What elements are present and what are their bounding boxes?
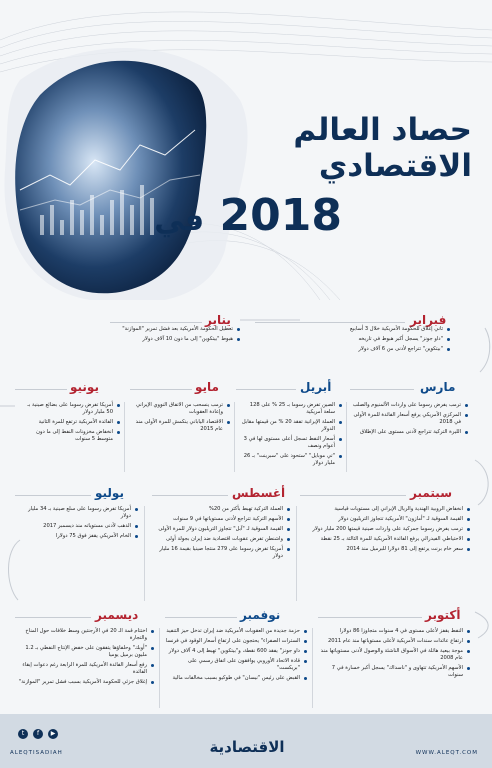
list-item: انخفاض الروبية الهندية والريال الإيراني إلى مستويات قياسية <box>305 506 470 513</box>
list-item: "أوبك" وحلفاؤها يتفقون على خفض الإنتاج النفطي بـ 1.2 مليون برميل يوميا <box>18 645 154 659</box>
list-item: قادة الاتحاد الأوروبي يوافقون على اتفاق رسمي على "بريكست" <box>165 658 307 672</box>
feb-events <box>300 326 450 356</box>
month-aug: أغسطس <box>232 486 286 500</box>
list-item: الاقتصاد الياباني ينكمش للمرة الأولى منذ عام 2015 <box>128 419 230 433</box>
list-item: "بيتكوين" تتراجع لأدنى من 6 آلاف دولار <box>300 346 450 353</box>
subtitle-year: 2018 <box>219 190 342 241</box>
list-item: واشنطن تفرض عقوبات اقتصادية ضد إيران بجولة أولى <box>150 536 290 543</box>
month-line <box>152 495 228 496</box>
list-item: الصين تفرض رسوما بـ 25 % على 128 سلعة أمريكية <box>240 402 342 416</box>
divider <box>296 506 297 601</box>
dec-events <box>18 628 154 689</box>
month-line <box>15 495 91 496</box>
jul-events <box>20 506 138 543</box>
list-item: أمريكا تفرض رسوما على سلع صينية بـ 34 مليار دولار <box>20 506 138 520</box>
list-item: الليرة التركية تتراجع لأدنى مستوى على الإطلاق <box>352 429 468 436</box>
month-line <box>300 495 406 496</box>
month-may: مايو <box>195 380 219 394</box>
month-dec: ديسمبر <box>95 608 139 622</box>
month-sep: سبتمبر <box>410 486 453 500</box>
page-subtitle <box>148 190 342 241</box>
youtube-icon[interactable]: ▶ <box>48 729 58 739</box>
list-item: إغلاق جزئي للحكومة الأمريكية بسبب فشل تمرير "الموازنة" <box>18 679 154 686</box>
list-item: سعر خام برنت يرتفع إلى 81 دولارا للبرميل منذ 2014 <box>305 546 470 553</box>
oct-events <box>318 628 470 682</box>
aug-events <box>150 506 290 563</box>
twitter-icon[interactable]: t <box>18 729 28 739</box>
jun-events <box>20 402 120 446</box>
list-item: أسعار النفط تسجل أعلى مستوى لها في 3 أعوام ونصف <box>240 436 342 450</box>
may-events <box>128 402 230 436</box>
month-line <box>350 389 414 390</box>
month-nov: نوفمبر <box>240 608 281 622</box>
month-apr: أبريل <box>300 380 332 394</box>
list-item: رفع أسعار الفائدة الأمريكية للمرة الرابعة رغم دعوات إبقاء الفائدة <box>18 662 154 676</box>
list-item: العملة الإيرانية تفقد 20 % من قيمتها مقابل الدولار <box>240 419 342 433</box>
list-item: ارتفاع عائدات سندات الأمريكية لأعلى مستوياتها منذ عام 2011 <box>318 638 470 645</box>
list-item: السترات الصفراء" يحتجون على ارتفاع أسعار الوقود في فرنسا <box>165 638 307 645</box>
list-item: داو جونز" يفقد 600 نقطة، و"بيتكوين" تهبط إلى 4 آلاف دولار <box>165 648 307 655</box>
month-jun: يونيو <box>70 380 99 394</box>
list-item: انخفاض مخزونات النفط إلى ما دون متوسط 5 سنوات <box>20 429 120 443</box>
brand-logo: الاقتصادية <box>209 738 285 756</box>
sep-events <box>305 506 470 556</box>
list-item: "داو جونز" يسجل أكبر هبوط في تاريخه <box>300 336 450 343</box>
divider <box>234 402 235 472</box>
month-jan: يناير <box>205 313 231 327</box>
social-handle: ALEQTISADIAH <box>10 750 63 756</box>
list-item: القيمة السوقية لـ "أمازون" الأمريكية تتجاوز التريليون دولار <box>305 516 470 523</box>
list-item: ثاني إغلاق للحكومة الأمريكية خلال 3 أسابيع <box>300 326 450 333</box>
divider <box>144 506 145 601</box>
divider <box>124 402 125 472</box>
month-oct: أكتوبر <box>425 608 461 622</box>
divider <box>346 402 347 472</box>
page-title: حصاد العالم الاقتصادي <box>293 112 472 184</box>
list-item: ترمب ينسحب من الاتفاق النووي الإيراني وإعادة العقوبات <box>128 402 230 416</box>
list-item: موجة بيعية هائلة في الأسواق الناشئة والوصول لأدنى مستوياتها منذ عام 2008 <box>318 648 470 662</box>
divider <box>312 628 313 708</box>
list-item: العملة التركية تهبط بأكثر من 20% <box>150 506 290 513</box>
month-line <box>165 617 237 618</box>
month-feb: فبراير <box>410 313 447 327</box>
mar-events <box>352 402 468 439</box>
month-line <box>318 617 422 618</box>
month-line <box>130 389 192 390</box>
list-item: النفط يقفز لأعلى مستوى في 4 سنوات متجاوزا 86 دولارا <box>318 628 470 635</box>
list-item: المركزي الأمريكي يرفع أسعار الفائدة للمرة الأولى في 2018 <box>352 412 468 426</box>
list-item: الاحتياطي الفيدرالي يرفع الفائدة الأمريكية للمرة الثالثة بـ 25 نقطة <box>305 536 470 543</box>
divider <box>159 628 160 708</box>
list-item: هبوط "بيتكوين" إلى ما دون 10 آلاف دولار <box>100 336 240 343</box>
list-item: أمريكا تفرض رسوما على بضائع صينية بـ 50 مليار دولار <box>20 402 120 416</box>
month-jul: يوليو <box>95 486 124 500</box>
month-line <box>15 617 91 618</box>
list-item: الأسهم التركية تتراجع لأدنى مستوياتها في 9 سنوات <box>150 516 290 523</box>
list-item: الذهب لأدنى مستوياته منذ ديسمبر 2017 <box>20 523 138 530</box>
month-line <box>110 322 202 323</box>
facebook-icon[interactable]: f <box>33 729 43 739</box>
nov-events <box>165 628 307 685</box>
list-item: "تي موبايل" "ستحوذ على "سبرينت" بـ 26 مليار دولار <box>240 453 342 467</box>
month-mar: مارس <box>420 380 456 394</box>
list-item: القيمة السوقية لـ "آبل" تتجاوز التريليون دولار للمرة الأولى <box>150 526 290 533</box>
list-item: الأسهم الأمريكية تتهاوى و "ناسداك" يسجل أكبر خسارة في 7 سنوات <box>318 665 470 679</box>
list-item: تعطيل الحكومة الأمريكية بعد فشل تمرير "الموازنة" <box>100 326 240 333</box>
subtitle-prefix: في <box>154 203 205 238</box>
website-link[interactable]: WWW.ALEQT.COM <box>415 750 478 756</box>
month-line <box>255 322 405 323</box>
list-item: أمريكا تفرض رسوما على 279 منتجا صينيا بقيمة 16 مليار دولار <box>150 546 290 560</box>
month-line <box>15 389 67 390</box>
list-item: ترمب يفرض رسوما على واردات الألمنيوم والصلب <box>352 402 468 409</box>
list-item: ترمب يفرض رسوما جمركية على واردات صينية قيمتها 200 مليار دولار <box>305 526 470 533</box>
apr-events <box>240 402 342 470</box>
jan-events <box>100 326 240 346</box>
list-item: الفائدة الأمريكية ترتفع للمرة الثانية <box>20 419 120 426</box>
month-line <box>236 389 296 390</box>
list-item: الخام الأمريكي يقفز فوق 75 دولارا <box>20 533 138 540</box>
list-item: اختتام قمة الـ 20 في الأرجنتين وسط خلافات حول المناخ والتجارة <box>18 628 154 642</box>
list-item: القبض على رئيس "نيسان" في طوكيو بسبب مخالفات مالية <box>165 675 307 682</box>
list-item: حزمة جديدة من العقوبات الأمريكية ضد إيران تدخل حيز التنفيذ <box>165 628 307 635</box>
